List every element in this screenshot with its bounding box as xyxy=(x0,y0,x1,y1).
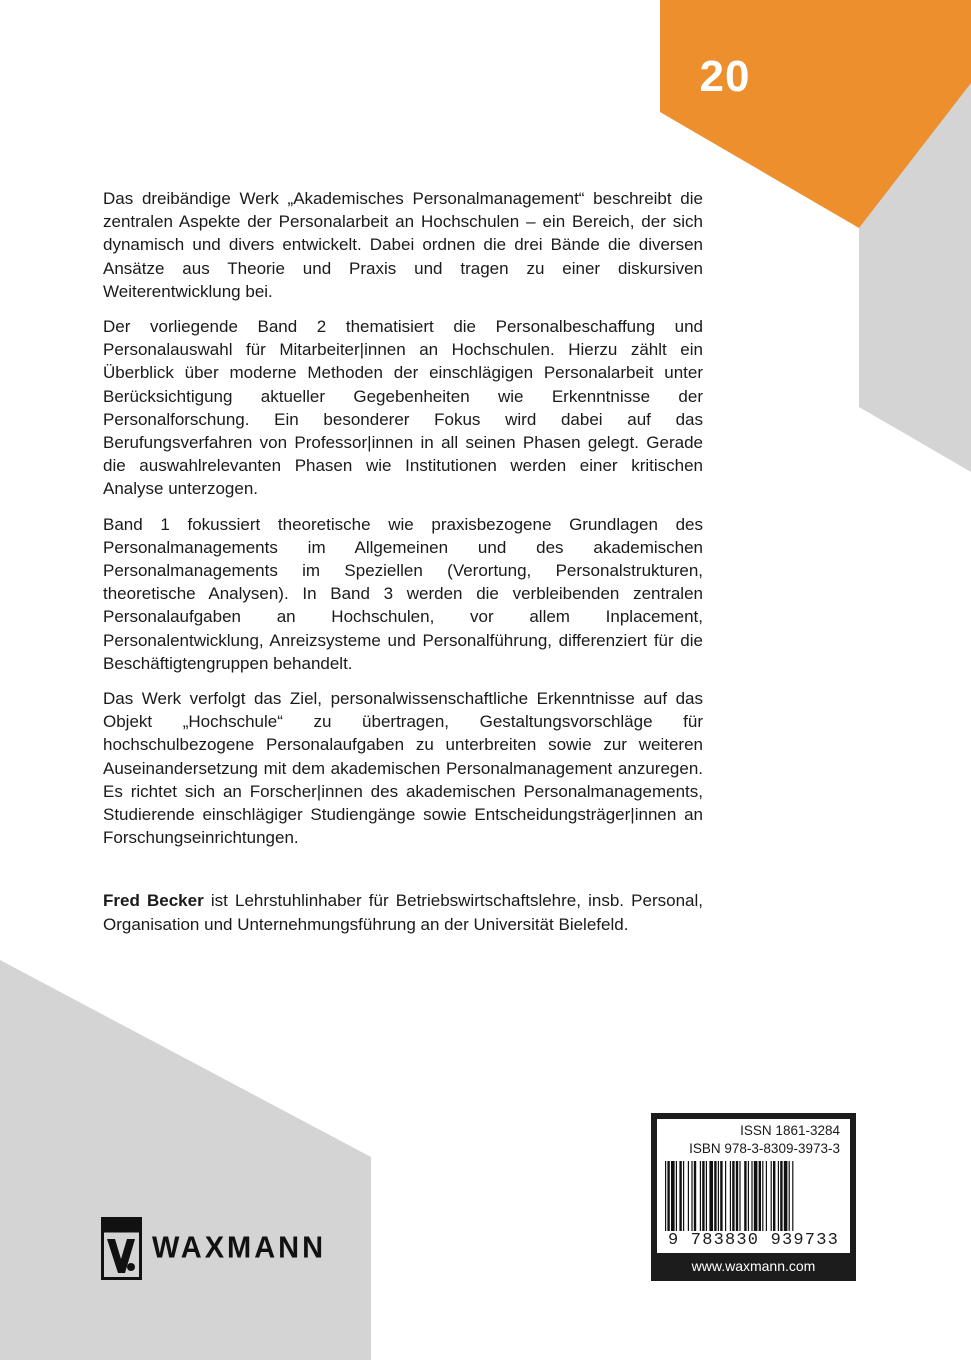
series-volume-number: 20 xyxy=(699,52,751,101)
publisher-logo xyxy=(101,1217,326,1280)
barcode-bar xyxy=(759,1161,761,1239)
barcode-bar xyxy=(789,1161,790,1239)
barcode-bar xyxy=(667,1161,669,1239)
barcode-bar xyxy=(665,1161,666,1239)
isbn-label: ISBN 978-3-8309-3973-3 xyxy=(689,1141,840,1156)
barcode-bar xyxy=(676,1161,677,1239)
description-paragraph: Der vorliegende Band 2 thematisiert die Personalbeschaffung und Personalauswahl für Mitarbeiter|innen an Hochschulen. Hierzu zählt ein Überblick über moderne Methoden der einschlägigen Personalarbeit unter Berücksichtigung aktueller Gegebenheiten wie Erkenntnisse der Personalforschung. Ein besonderer Fokus wird dabei auf das Berufungsverfahren von Professor|innen in all seinen Phasen gelegt. Gerade die auswahlrelevanten Phasen wie Institutionen werden einer kritischen Analyse unterzogen. xyxy=(103,317,703,499)
waxmann-logo-icon xyxy=(101,1217,142,1280)
barcode-bar xyxy=(751,1161,752,1239)
back-cover-text xyxy=(103,187,703,948)
description-paragraph: Band 1 fokussiert theoretische wie praxisbezogene Grundlagen des Personalmanagements im Allgemeinen und des akademischen Personalmanagements im Speziellen (Verortung, Personalstrukturen, theoretische Analysen). In Band 3 werden die verbleibenden zentralen Personalaufgaben an Hochschulen, vor allem Inplacement, Personalentwicklung, Anreizsysteme und Personalführung, differenziert für die Beschäftigtengruppen behandelt. xyxy=(103,514,703,673)
barcode-bar xyxy=(754,1161,758,1239)
barcode-bar xyxy=(683,1161,684,1239)
barcode-bar xyxy=(780,1161,782,1239)
barcode-bars xyxy=(663,1161,844,1241)
barcode-bar xyxy=(688,1161,689,1239)
barcode-bar xyxy=(706,1161,707,1239)
barcode-bar xyxy=(720,1161,722,1239)
issn-label: ISSN 1861-3284 xyxy=(740,1123,840,1138)
description-paragraph: Das Werk verfolgt das Ziel, personalwissenschaftliche Erkenntnisse auf das Objekt „Hochschule“ zu übertragen, Gestaltungsvorschläge für hochschulbezogene Personalaufgaben zu unterbreiten sowie zur weiteren Auseinandersetzung mit dem akademischen Personalmanagement anzuregen. Es richtet sich an Forscher|innen des akademischen Personalmanagements, Studierende einschlägiger Studiengänge sowie Entscheidungsträger|innen an Forschungseinrichtungen. xyxy=(103,689,703,848)
barcode-bar xyxy=(736,1161,738,1239)
publisher-website: www.waxmann.com xyxy=(691,1258,816,1274)
barcode-bar xyxy=(766,1161,767,1239)
barcode-bar xyxy=(691,1161,692,1239)
barcode-bar xyxy=(725,1161,726,1239)
barcode-bar xyxy=(702,1161,704,1239)
barcode-bar xyxy=(694,1161,696,1239)
barcode-bar xyxy=(744,1161,746,1239)
barcode-bar xyxy=(762,1161,763,1239)
barcode-bar xyxy=(700,1161,701,1239)
barcode-bar xyxy=(714,1161,716,1239)
barcode-bar xyxy=(709,1161,713,1239)
author-name: Fred Becker xyxy=(103,891,204,911)
barcode-bar xyxy=(784,1161,788,1239)
barcode-bar xyxy=(748,1161,749,1239)
barcode-panel xyxy=(651,1113,856,1281)
description-paragraph: Das dreibändige Werk „Akademisches Personalmanagement“ beschreibt die zentralen Aspekte der Personalarbeit an Hochschulen – ein Bereich, der sich dynamisch und divers entwickelt. Dabei ordnen die drei Bände die diversen Ansätze aus Theorie und Praxis und tragen zu einer diskursiven Weiterentwicklung bei. xyxy=(103,189,703,301)
barcode-bar xyxy=(739,1161,740,1239)
barcode-bar xyxy=(671,1161,675,1239)
barcode-bar xyxy=(773,1161,775,1239)
barcode-digits: 9 783830 939733 xyxy=(659,1231,848,1250)
barcode-bar xyxy=(679,1161,681,1239)
author-bio xyxy=(103,889,703,935)
barcode-bar xyxy=(718,1161,719,1239)
publisher-name: WAXMANN xyxy=(152,1231,327,1265)
barcode-bar xyxy=(792,1161,793,1239)
barcode-bar xyxy=(730,1161,731,1239)
barcode-bar xyxy=(771,1161,772,1239)
gray-hexagon-bottom-left xyxy=(0,960,371,1360)
barcode-bar xyxy=(732,1161,734,1239)
barcode-bar xyxy=(778,1161,779,1239)
author-bio-text: ist Lehrstuhlinhaber für Betriebswirtschaftslehre, insb. Personal, Organisation und Unternehmungsführung an der Universität Bielefeld. xyxy=(103,891,703,934)
barcode-area xyxy=(657,1119,850,1253)
